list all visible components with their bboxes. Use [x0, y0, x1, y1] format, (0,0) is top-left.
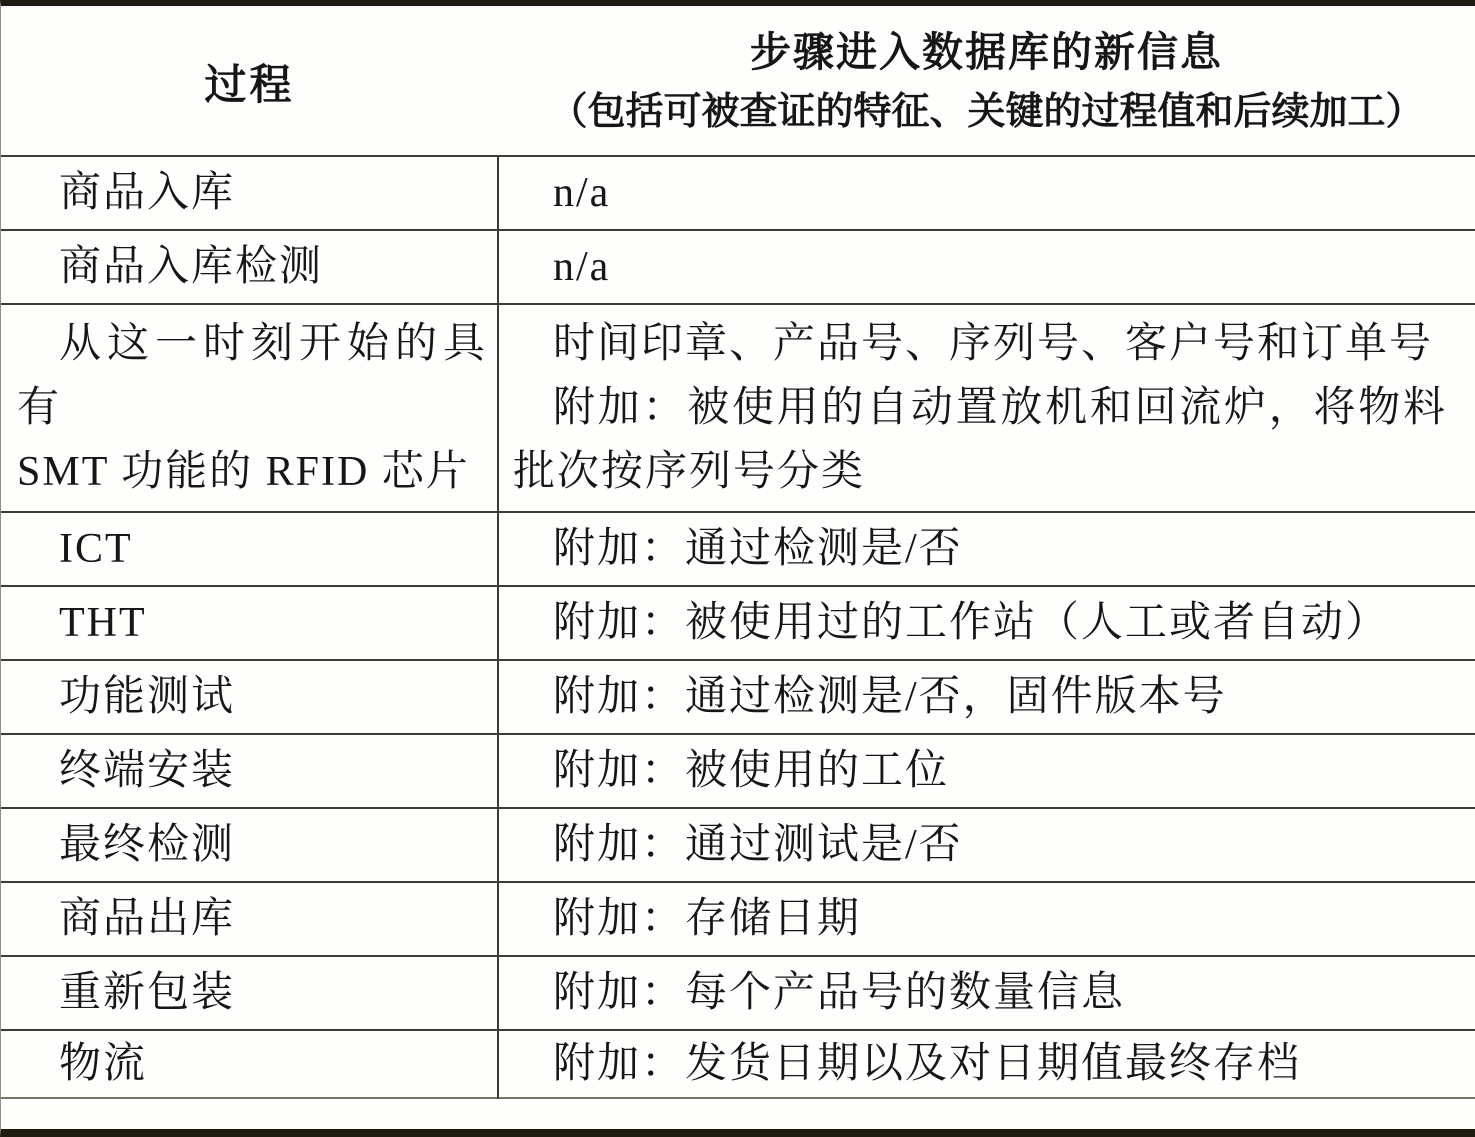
process-text: SMT 功能的 RFID 芯片 [17, 449, 470, 495]
info-cell [498, 660, 1475, 734]
process-database-table [1, 8, 1475, 1099]
process-text: 从这一时刻开始的具有 [17, 321, 487, 431]
info-text: 附加：存储日期 [553, 896, 862, 942]
process-text: 最终检测 [59, 822, 236, 868]
process-cell [1, 304, 498, 512]
table-row [1, 304, 1475, 512]
table-row [1, 734, 1475, 808]
process-text: ICT [59, 526, 133, 572]
info-text: 附加：被使用的自动置放机和回流炉，将物料批次按序列号分类 [513, 385, 1447, 495]
table-row [1, 956, 1475, 1030]
process-text: 商品入库 [59, 170, 236, 216]
table-row [1, 586, 1475, 660]
process-cell [1, 956, 498, 1030]
info-cell [498, 808, 1475, 882]
process-cell [1, 512, 498, 586]
info-cell [498, 230, 1475, 304]
process-cell [1, 808, 498, 882]
process-text: 重新包装 [59, 970, 236, 1016]
header-cell-process [1, 8, 498, 156]
info-text: 附加：被使用过的工作站（人工或者自动） [553, 600, 1390, 646]
header-info-title: 步骤进入数据库的新信息 [750, 28, 1223, 75]
info-text: n/a [553, 244, 611, 290]
info-cell [498, 156, 1475, 230]
table-row [1, 512, 1475, 586]
info-text: 附加：发货日期以及对日期值最终存档 [553, 1041, 1302, 1087]
table-row [1, 660, 1475, 734]
header-info-subtitle: （包括可被查证的特征、关键的过程值和后续加工） [549, 90, 1424, 133]
info-text: n/a [553, 170, 611, 216]
process-text: 功能测试 [59, 674, 236, 720]
process-cell [1, 156, 498, 230]
process-cell [1, 1030, 498, 1098]
table-row [1, 1030, 1475, 1098]
process-text: 商品入库检测 [59, 244, 324, 290]
info-cell [498, 586, 1475, 660]
info-cell [498, 734, 1475, 808]
info-text: 附加：通过检测是/否，固件版本号 [553, 674, 1227, 720]
info-text: 附加：通过测试是/否 [553, 822, 963, 868]
header-cell-info [498, 8, 1475, 156]
process-text: 终端安装 [59, 748, 236, 794]
info-cell [498, 1030, 1475, 1098]
process-text: THT [59, 600, 147, 646]
table-row [1, 156, 1475, 230]
table-body [1, 156, 1475, 1098]
info-text: 附加：通过检测是/否 [553, 526, 963, 572]
info-text: 附加：每个产品号的数量信息 [553, 970, 1126, 1016]
info-cell [498, 512, 1475, 586]
process-text: 商品出库 [59, 896, 236, 942]
info-cell [498, 882, 1475, 956]
info-text: 附加：被使用的工位 [553, 748, 950, 794]
header-row [1, 8, 1475, 156]
process-cell [1, 734, 498, 808]
info-text: 时间印章、产品号、序列号、客户号和订单号 [553, 321, 1434, 367]
process-cell [1, 230, 498, 304]
table-row [1, 882, 1475, 956]
table-header [1, 8, 1475, 156]
table-row [1, 808, 1475, 882]
info-cell [498, 304, 1475, 512]
process-text: 物流 [59, 1041, 148, 1087]
table-row [1, 230, 1475, 304]
process-cell [1, 660, 498, 734]
process-cell [1, 882, 498, 956]
process-cell [1, 586, 498, 660]
header-process-label: 过程 [204, 60, 295, 108]
info-cell [498, 956, 1475, 1030]
